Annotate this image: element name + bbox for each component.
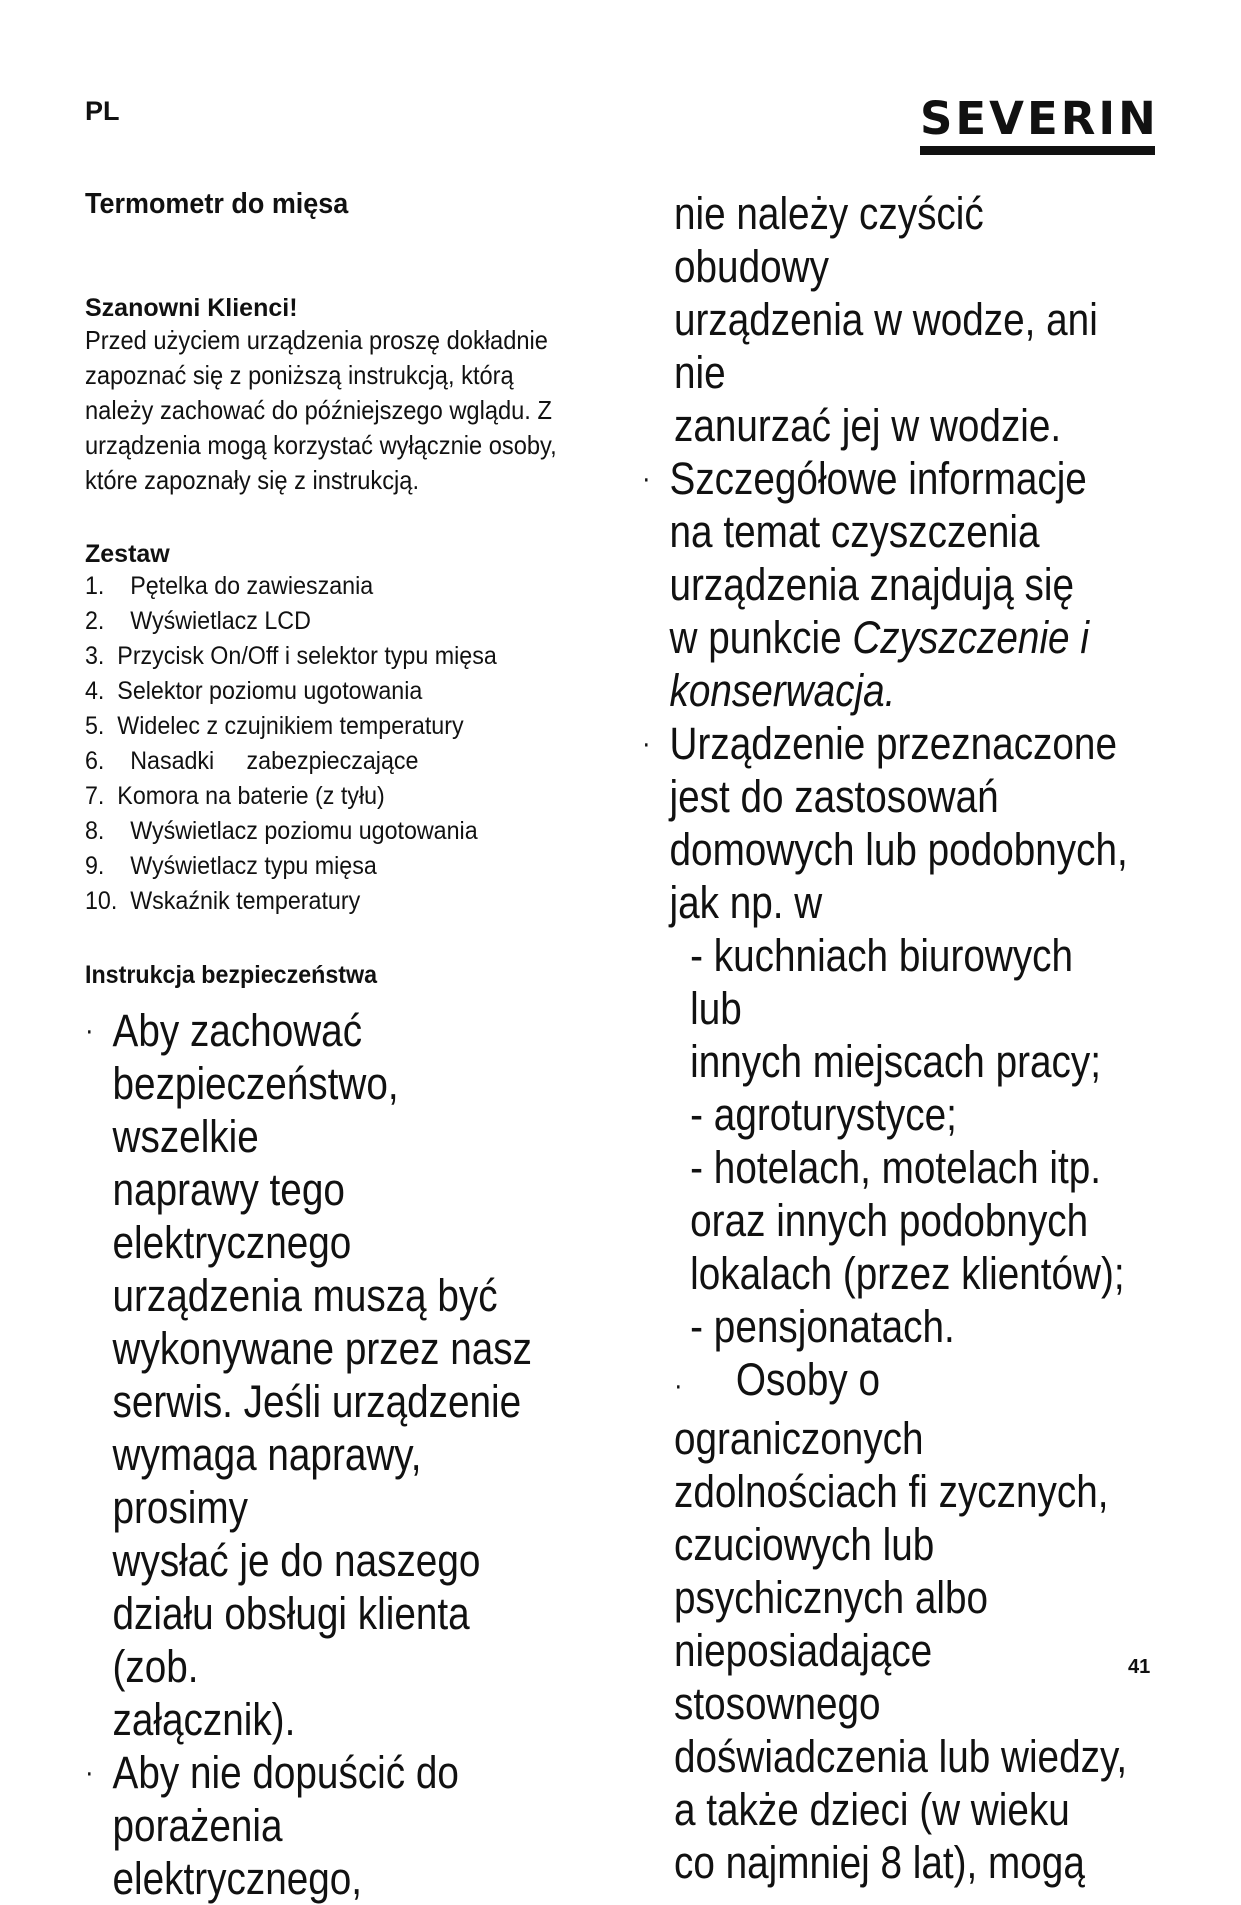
list-item: 10. Wskaźnik temperatury — [85, 887, 361, 915]
language-code: PL — [85, 96, 120, 126]
intro-line: zapoznać się z poniższą instrukcją, którą — [85, 360, 514, 390]
safety-section — [85, 961, 605, 1905]
page-number: 41 — [1128, 1656, 1151, 1678]
intro-line: które zapoznały się z instrukcją. — [85, 465, 420, 495]
page-title: Termometr do mięsa — [85, 188, 349, 220]
sub-line: lokalach (przez klientów); — [690, 1248, 1125, 1299]
section-reference: konserwacja. — [669, 665, 896, 716]
kit-heading: Zestaw — [85, 540, 170, 568]
bullet-line: jak np. w — [669, 877, 823, 928]
sub-line: - kuchniach biurowych lub — [690, 930, 1074, 1034]
right-column — [642, 187, 1214, 1889]
bullet-line: Urządzenie przeznaczone — [669, 718, 1117, 769]
bullet-line: naprawy tego elektrycznego — [112, 1164, 352, 1268]
text-line: nie należy czyścić obudowy — [674, 188, 984, 292]
bullet-line — [670, 611, 1134, 664]
bullet-line: czuciowych lub — [674, 1519, 935, 1570]
sub-line: - pensjonatach. — [690, 1301, 955, 1352]
safety-bullet — [642, 452, 1134, 717]
bullet-line: urządzenia muszą być — [112, 1270, 498, 1321]
bullet-line: wykonywane przez nasz — [112, 1323, 532, 1374]
bullet-marker: · — [85, 1756, 94, 1789]
kit-section — [85, 540, 605, 919]
sub-line: oraz innych podobnych — [690, 1195, 1089, 1246]
bullet-marker: · — [642, 462, 651, 495]
bullet-line-text: w punkcie — [669, 612, 853, 663]
intro-heading: Szanowni Klienci! — [85, 294, 298, 322]
continued-text — [674, 187, 1138, 452]
safety-bullet — [674, 1353, 1138, 1889]
bullet-line: wysłać je do naszego — [112, 1535, 481, 1586]
bullet-line — [670, 664, 1134, 717]
bullet-line: Szczegółowe informacje — [669, 453, 1087, 504]
bullet-marker: · — [674, 1369, 683, 1402]
bullet-line — [674, 1353, 1138, 1465]
kit-list — [85, 569, 569, 919]
bullet-marker: · — [85, 1014, 94, 1047]
bullet-line: na temat czyszczenia — [669, 506, 1040, 557]
sub-list — [670, 929, 1134, 1353]
logo-underline — [920, 146, 1155, 155]
intro-line: należy zachować do późniejszego wglądu. Z — [85, 395, 552, 425]
sub-line: - hotelach, motelach itp. — [690, 1142, 1102, 1193]
bullet-line: nieposiadające stosownego — [674, 1625, 933, 1729]
safety-bullet — [85, 1746, 532, 1905]
bullet-line: a także dzieci (w wieku — [674, 1784, 1070, 1835]
text-line: zanurzać jej w wodzie. — [674, 400, 1062, 451]
bullet-line: działu obsługi klienta (zob. — [112, 1588, 470, 1692]
bullet-line: porażenia elektrycznego, — [112, 1800, 363, 1904]
intro-line: urządzenia mogą korzystać wyłącznie osoby, — [85, 430, 557, 460]
list-item: 2. Wyświetlacz LCD — [85, 607, 311, 635]
bullet-line: domowych lub podobnych, — [669, 824, 1128, 875]
sub-line: - agroturystyce; — [690, 1089, 957, 1140]
bullet-line: jest do zastosowań — [669, 771, 999, 822]
bullet-line: załącznik). — [112, 1694, 296, 1745]
safety-heading: Instrukcja bezpieczeństwa — [85, 961, 378, 989]
intro-section — [85, 294, 605, 498]
bullet-line: bezpieczeństwo, wszelkie — [112, 1058, 399, 1162]
text-line: urządzenia w wodze, ani nie — [674, 294, 1098, 398]
bullet-line: urządzenia znajdują się — [669, 559, 1074, 610]
bullet-line: Aby nie dopuścić do — [112, 1747, 459, 1798]
list-item: 6. Nasadki zabezpieczające — [85, 747, 419, 775]
bullet-line: co najmniej 8 lat), mogą — [674, 1837, 1085, 1888]
bullet-line: zdolnościach fi zycznych, — [674, 1466, 1109, 1517]
section-reference: Czyszczenie i — [852, 612, 1089, 663]
bullet-line: wymaga naprawy, prosimy — [112, 1429, 422, 1533]
bullet-line: doświadczenia lub wiedzy, — [674, 1731, 1128, 1782]
sub-line: innych miejscach pracy; — [690, 1036, 1101, 1087]
brand-logo — [920, 92, 1159, 155]
list-item: 4. Selektor poziomu ugotowania — [85, 677, 423, 705]
bullet-marker: · — [642, 727, 651, 760]
bullet-line: serwis. Jeśli urządzenie — [112, 1376, 522, 1427]
list-item: 9. Wyświetlacz typu mięsa — [85, 852, 377, 880]
list-item: 3. Przycisk On/Off i selektor typu mięsa — [85, 642, 497, 670]
bullet-line: psychicznych albo — [674, 1572, 989, 1623]
list-item: 7. Komora na baterie (z tyłu) — [85, 782, 385, 810]
list-item: 1. Pętelka do zawieszania — [85, 572, 374, 600]
brand-name: SEVERIN — [920, 92, 1159, 145]
list-item: 5. Widelec z czujnikiem temperatury — [85, 712, 464, 740]
safety-bullet — [85, 1004, 532, 1746]
intro-line: Przed użyciem urządzenia proszę dokładnie — [85, 325, 548, 355]
bullet-line: Aby zachować — [112, 1005, 363, 1056]
bullet-line-text: Osoby o ograniczonych — [674, 1354, 924, 1464]
list-item: 8. Wyświetlacz poziomu ugotowania — [85, 817, 478, 845]
safety-bullet — [642, 717, 1134, 1353]
intro-text — [85, 323, 608, 498]
